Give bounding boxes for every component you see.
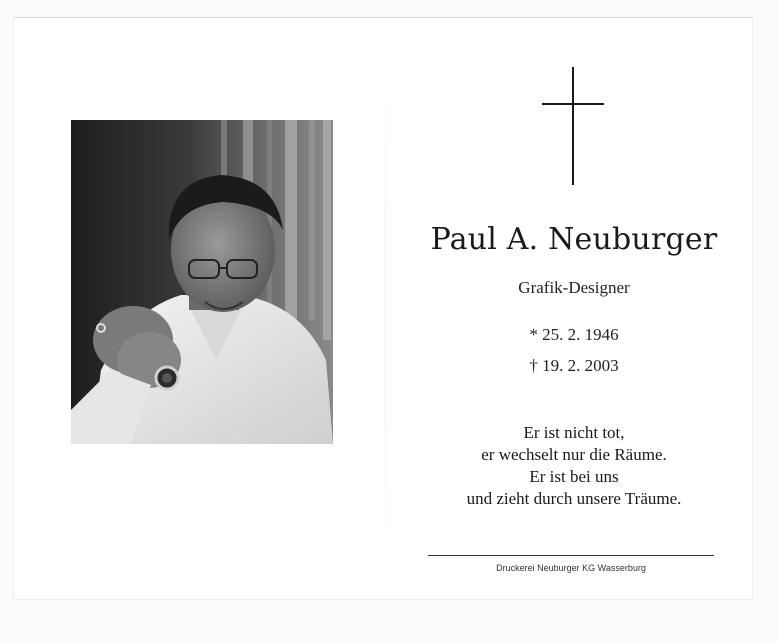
verse-line: und zieht durch unsere Träume. — [466, 489, 682, 508]
profession: Grafik-Designer — [518, 278, 630, 297]
verse-line: er wechselt nur die Räume. — [481, 445, 667, 464]
death-date: † 19. 2. 2003 — [529, 356, 619, 375]
printer-credit: Druckerei Neuburger KG Wasserburg — [496, 563, 646, 573]
footer-divider — [428, 555, 714, 556]
cross-horizontal-bar — [542, 103, 604, 105]
deceased-name: Paul A. Neuburger — [430, 222, 718, 257]
memorial-card — [13, 17, 753, 600]
latin-cross-icon — [542, 67, 604, 185]
memorial-verse — [394, 422, 754, 510]
verse-line: Er ist bei uns — [529, 467, 619, 486]
verse-line: Er ist nicht tot, — [523, 423, 625, 442]
birth-date: * 25. 2. 1946 — [529, 325, 619, 344]
cross-vertical-bar — [572, 67, 574, 185]
card-fold-line — [385, 58, 386, 578]
portrait-photo — [71, 120, 333, 444]
